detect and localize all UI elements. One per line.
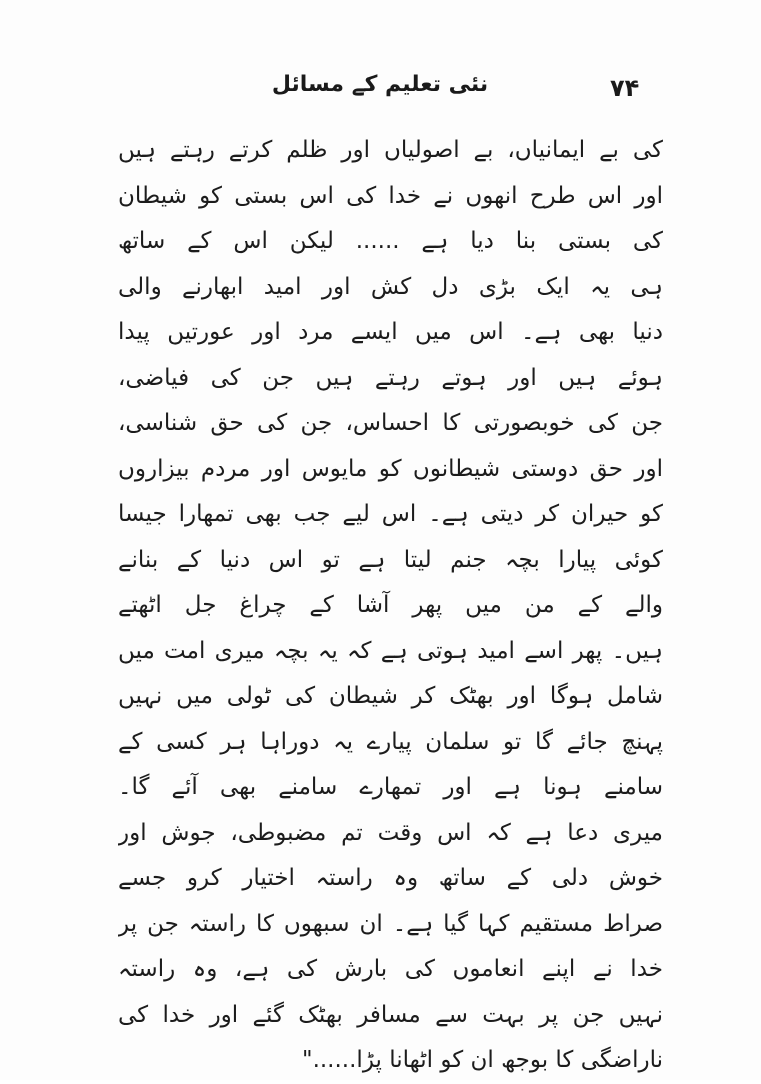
text-line: اور اس طرح انھوں نے خدا کی اس بستی کو شیطان bbox=[118, 182, 663, 209]
text-line: ہوئے ہیں اور ہوتے رہتے ہیں جن کی فیاضی، bbox=[118, 364, 663, 391]
text-line: صراط مستقیم کہا گیا ہے۔ ان سبھوں کا راستہ جن پر bbox=[118, 910, 663, 937]
text-line: شامل ہوگا اور بھٹک کر شیطان کی ٹولی میں نہیں bbox=[118, 683, 663, 709]
text-line: والے کے من میں پھر آشا کے چراغ جل اٹھتے bbox=[118, 592, 663, 618]
text-line: کوئی پیارا بچہ جنم لیتا ہے تو اس دنیا کے بنانے bbox=[118, 546, 663, 573]
text-line: ہیں۔ پھر اسے امید ہوتی ہے کہ یہ بچہ میری امت میں bbox=[118, 637, 663, 664]
text-line: پہنچ جائے گا تو سلمان پیارے یہ دوراہا ہر کسی کے bbox=[118, 728, 663, 755]
text-line: اور حق دوستی شیطانوں کو مایوس اور مردم بیزاروں bbox=[118, 455, 663, 482]
text-line: کی بستی بنا دیا ہے ...... لیکن اس کے ساتھ bbox=[118, 228, 663, 254]
text-line: نہیں جن پر بہت سے مسافر بھٹک گئے اور خدا کی bbox=[118, 1001, 663, 1028]
page-header bbox=[0, 68, 761, 108]
text-line: دنیا بھی ہے۔ اس میں ایسے مرد اور عورتیں پیدا bbox=[118, 319, 663, 345]
text-line: ہی یہ ایک بڑی دل کش اور امید ابھارنے والی bbox=[118, 273, 663, 300]
page-number: ۷۴ bbox=[610, 74, 640, 102]
text-line: سامنے ہونا ہے اور تمھارے سامنے بھی آئے گا۔ bbox=[118, 774, 663, 800]
text-line: میری دعا ہے کہ اس وقت تم مضبوطی، جوش اور bbox=[118, 819, 663, 846]
text-line: خوش دلی کے ساتھ وہ راستہ اختیار کرو جسے bbox=[118, 865, 663, 891]
text-line: جن کی خوبصورتی کا احساس، جن کی حق شناسی، bbox=[118, 410, 663, 436]
text-line: کو حیران کر دیتی ہے۔ اس لیے جب بھی تمھارا جیسا bbox=[118, 501, 663, 527]
text-line: کی بے ایمانیاں، بے اصولیاں اور ظلم کرتے رہتے ہیں bbox=[118, 137, 663, 163]
text-line: ناراضگی کا بوجھ ان کو اٹھانا پڑا......" bbox=[301, 1047, 663, 1073]
text-line: خدا نے اپنے انعاموں کی بارش کی ہے، وہ راستہ bbox=[118, 956, 663, 982]
body-text bbox=[118, 128, 663, 1084]
running-title: نئی تعلیم کے مسائل bbox=[271, 72, 489, 97]
